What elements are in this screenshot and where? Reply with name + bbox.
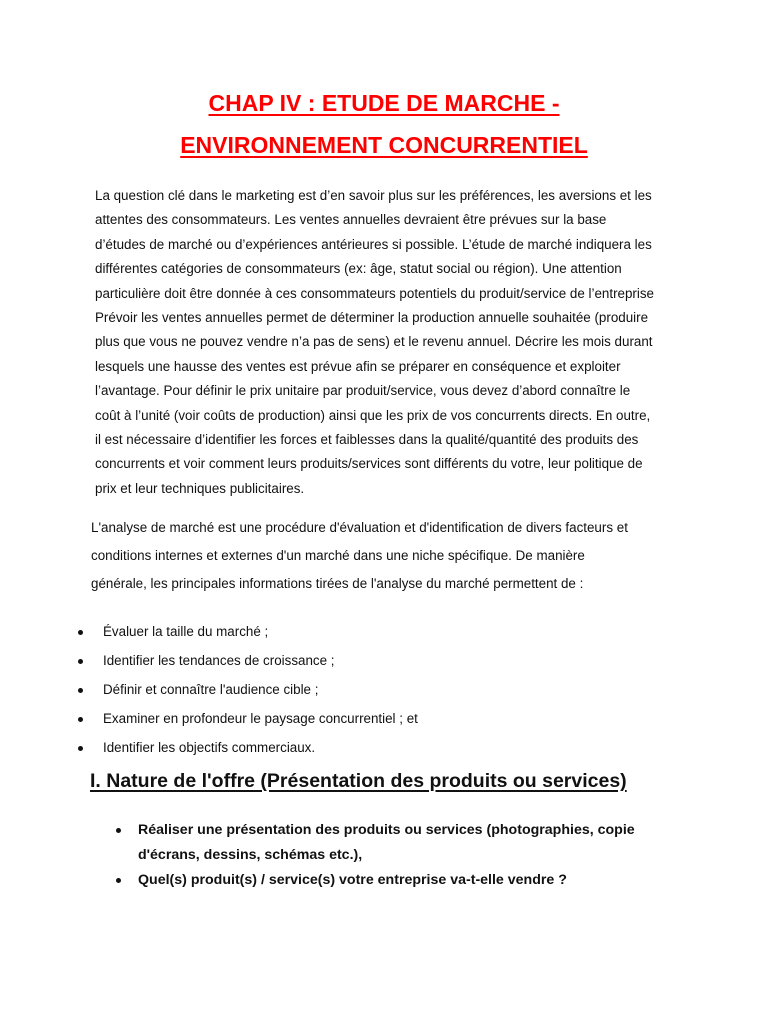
list-item-text: Évaluer la taille du marché ; [103,624,269,639]
list-item-text: Identifier les objectifs commerciaux. [103,740,316,755]
section-heading: I. Nature de l'offre (Présentation des produits ou services) [90,770,627,792]
list-item-text: Examiner en profondeur le paysage concurrentiel ; et [103,711,418,726]
bullet-icon [78,659,83,664]
paragraph-line: d’études de marché ou d’expériences antérieures si possible. L’étude de marché indiquera les [95,236,652,252]
list-item-line: Réaliser une présentation des produits ou services (photographies, copie [138,822,635,838]
list-item [0,868,635,893]
paragraph-line: concurrents et voir comment leurs produits/services sont différents du votre, leur politique de [95,456,643,472]
bullet-icon [116,878,121,883]
paragraph-line: Prévoir les ventes annuelles permet de déterminer la production annuelle souhaitée (produire [95,310,649,326]
paragraph-line: L'analyse de marché est une procédure d'évaluation et d'identification de divers facteurs et [91,520,628,535]
paragraph-line: prix et leur techniques publicitaires. [95,480,305,496]
list-item-text [138,818,635,868]
paragraph-line: conditions internes et externes d'un marché dans une niche spécifique. De manière [91,548,585,563]
list-item-line: d'écrans, dessins, schémas etc.), [138,847,363,863]
paragraph-line: La question clé dans le marketing est d’en savoir plus sur les préférences, les aversions et les [95,188,652,203]
list-item-text: Identifier les tendances de croissance ; [103,653,335,668]
paragraph-line: plus que vous ne pouvez vendre n’a pas de sens) et le revenu annuel. Décrire les mois durant [95,334,653,350]
list-item-text: Définir et connaître l'audience cible ; [103,682,319,697]
bullet-icon [116,828,121,833]
chapter-title-line-1: CHAP IV : ETUDE DE MARCHE - [208,90,560,116]
paragraph-line: il est nécessaire d’identifier les forces et faiblesses dans la qualité/quantité des produits des [95,432,639,448]
paragraph-line: particulière doit être donnée à ces consommateurs potentiels du produit/service de l’entreprise [95,285,654,301]
paragraph-line: coût à l’unité (voir coûts de production) ainsi que les prix de vos concurrents directs. En outre, [95,407,651,423]
list-item-text [138,868,635,893]
offer-bullet-list [0,818,635,893]
analysis-paragraph [91,514,691,598]
paragraph-line: lesquels une hausse des ventes est prévue afin se préparer en conséquence et exploiter [95,358,621,374]
list-item [0,818,635,868]
paragraph-line: l’avantage. Pour définir le prix unitaire par produit/service, vous devez d’abord connaître le [95,383,631,399]
bullet-icon [78,746,83,751]
bullet-icon [78,630,83,635]
list-item-line: Quel(s) produit(s) / service(s) votre entreprise va-t-elle vendre ? [138,872,567,888]
paragraph-line: générale, les principales informations tirées de l'analyse du marché permettent de : [91,576,584,591]
paragraph-line: attentes des consommateurs. Les ventes annuelles devraient être prévues sur la base [95,212,607,228]
bullet-icon [78,688,83,693]
chapter-title-line-2: ENVIRONNEMENT CONCURRENTIEL [180,132,588,158]
paragraph-line: différentes catégories de consommateurs (ex: âge, statut social ou région). Une attention [95,261,622,277]
bullet-icon [78,717,83,722]
intro-paragraph [95,184,685,501]
